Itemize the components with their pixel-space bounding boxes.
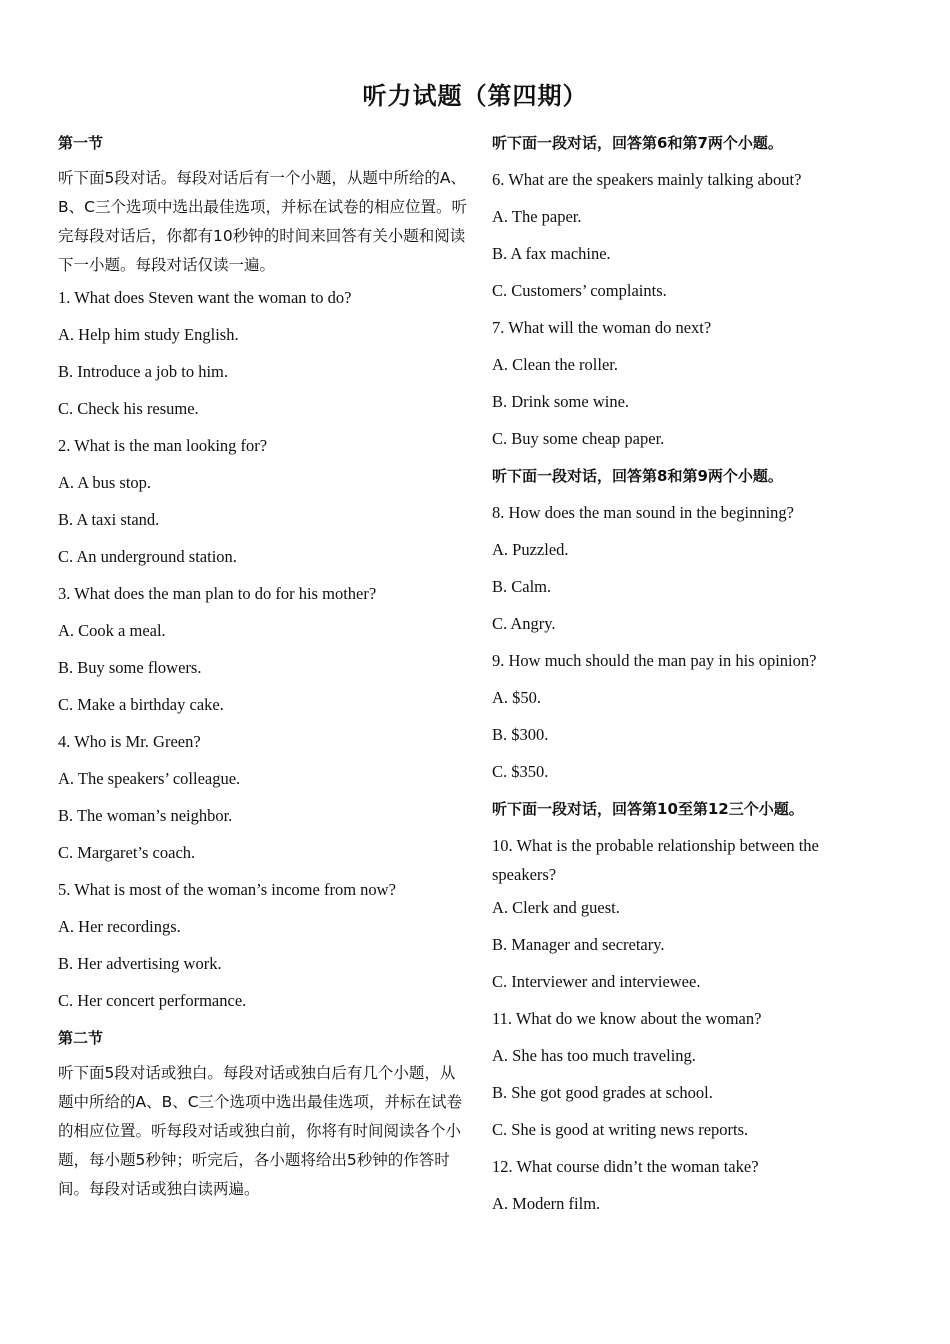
group-heading: 听下面一段对话，回答第6和第7两个小题。 xyxy=(492,134,783,152)
section-heading: 第一节 xyxy=(58,134,104,152)
option: C. Interviewer and interviewee. xyxy=(492,972,701,991)
option: A. $50. xyxy=(492,688,542,707)
option: A. Clean the roller. xyxy=(492,355,619,374)
option: B. Drink some wine. xyxy=(492,392,630,411)
question: 6. What are the speakers mainly talking about? xyxy=(492,170,802,189)
option: B. Manager and secretary. xyxy=(492,935,665,954)
option: A. Modern film. xyxy=(492,1194,601,1213)
option: C. Make a birthday cake. xyxy=(58,695,224,714)
option: C. Margaret’s coach. xyxy=(58,843,196,862)
option: B. Her advertising work. xyxy=(58,954,222,973)
option: C. Check his resume. xyxy=(58,399,199,418)
question: 8. How does the man sound in the beginning? xyxy=(492,503,794,522)
page-title: 听力试题（第四期） xyxy=(362,82,588,110)
question: 12. What course didn’t the woman take? xyxy=(492,1157,759,1176)
question: 11. What do we know about the woman? xyxy=(492,1009,762,1028)
group-heading: 听下面一段对话，回答第8和第9两个小题。 xyxy=(492,467,783,485)
left-column xyxy=(58,132,470,1212)
right-column xyxy=(492,132,842,1230)
option: B. A fax machine. xyxy=(492,244,611,263)
question: 1. What does Steven want the woman to do? xyxy=(58,288,352,307)
option: A. Her recordings. xyxy=(58,917,181,936)
option: A. A bus stop. xyxy=(58,473,152,492)
question: 9. How much should the man pay in his opinion? xyxy=(492,651,817,670)
option: C. Customers’ complaints. xyxy=(492,281,667,300)
option: A. Clerk and guest. xyxy=(492,898,620,917)
option: C. Buy some cheap paper. xyxy=(492,429,665,448)
section-instructions: 听下面5段对话或独白。每段对话或独白后有几个小题，从题中所给的A、B、C三个选项中选出最佳选项，并标在试卷的相应位置。听每段对话或独白前，你将有时间阅读各个小题，每小题5秒钟；听完后，各小题将给出5秒钟的作答时间。每段对话或独白读两遍。 xyxy=(58,1064,463,1198)
option: B. Calm. xyxy=(492,577,552,596)
option: A. Puzzled. xyxy=(492,540,569,559)
option: B. A taxi stand. xyxy=(58,510,160,529)
question: 10. What is the probable relationship between the speakers? xyxy=(492,836,819,884)
option: C. She is good at writing news reports. xyxy=(492,1120,749,1139)
option: B. She got good grades at school. xyxy=(492,1083,713,1102)
group-heading: 听下面一段对话，回答第10至第12三个小题。 xyxy=(492,800,804,818)
option: C. $350. xyxy=(492,762,549,781)
section-instructions: 听下面5段对话。每段对话后有一个小题，从题中所给的A、B、C三个选项中选出最佳选项，并标在试卷的相应位置。听完每段对话后，你都有10秒钟的时间来回答有关小题和阅读下一小题。每段对话仅读一遍。 xyxy=(58,169,467,274)
option: A. She has too much traveling. xyxy=(492,1046,696,1065)
option: C. An underground station. xyxy=(58,547,237,566)
question: 2. What is the man looking for? xyxy=(58,436,268,455)
option: B. $300. xyxy=(492,725,549,744)
option: A. Help him study English. xyxy=(58,325,239,344)
option: C. Her concert performance. xyxy=(58,991,247,1010)
question: 5. What is most of the woman’s income from now? xyxy=(58,880,396,899)
option: A. Cook a meal. xyxy=(58,621,166,640)
option: B. The woman’s neighbor. xyxy=(58,806,233,825)
section-heading: 第二节 xyxy=(58,1029,104,1047)
option: B. Buy some flowers. xyxy=(58,658,202,677)
option: A. The paper. xyxy=(492,207,582,226)
option: C. Angry. xyxy=(492,614,556,633)
question: 7. What will the woman do next? xyxy=(492,318,712,337)
option: B. Introduce a job to him. xyxy=(58,362,229,381)
option: A. The speakers’ colleague. xyxy=(58,769,241,788)
question: 4. Who is Mr. Green? xyxy=(58,732,201,751)
question: 3. What does the man plan to do for his mother? xyxy=(58,584,377,603)
